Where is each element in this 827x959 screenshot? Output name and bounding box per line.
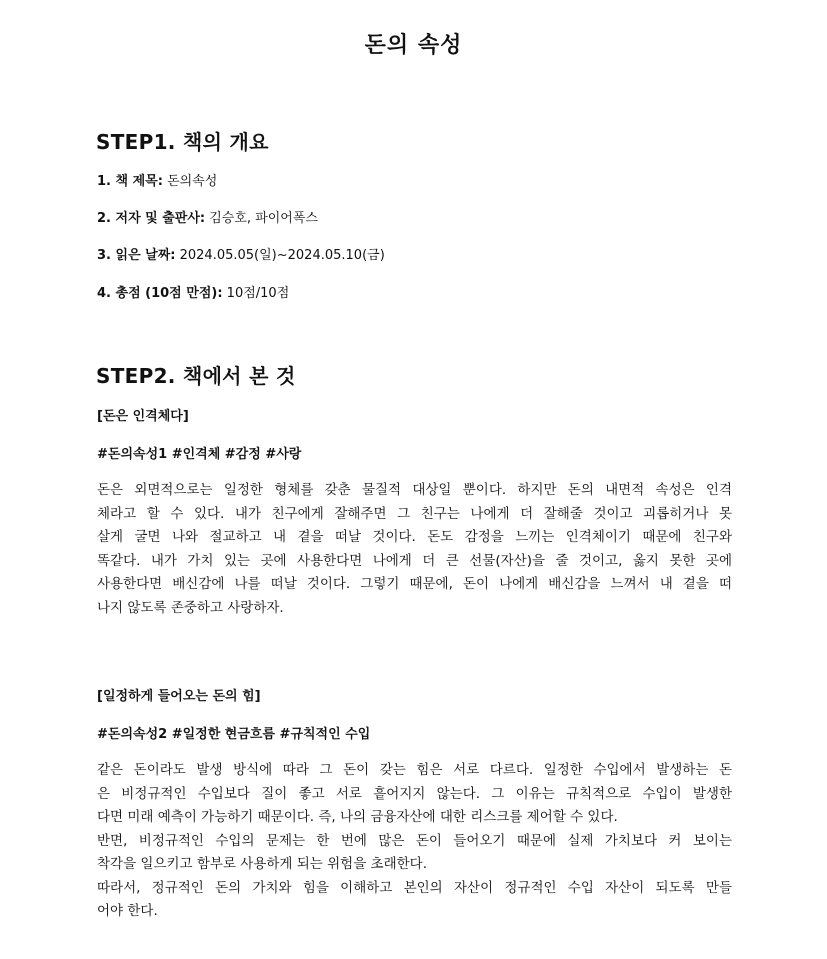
document-title: 돈의 속성 [364, 33, 463, 58]
body-line: 돈은 외면적으로는 일정한 형체를 갖춘 물질적 대상일 뿐이다. 하지만 돈의 내면적 속성은 인격 [97, 482, 732, 498]
section-title: [일정하게 들어오는 돈의 힘] [97, 689, 261, 704]
body-line: 은 비정규적인 수입보다 질이 좋고 서로 흩어지지 않는다. 그 이유는 규칙적으로 수입이 발생한 [97, 785, 732, 802]
section-hashtags: #돈의속성1 #인격체 #감정 #사랑 [97, 447, 302, 462]
info-label: 4. 총점 (10점 만점): [97, 286, 223, 301]
info-label: 1. 책 제목: [97, 174, 163, 189]
body-line: 똑같다. 내가 가치 있는 곳에 사용한다면 나에게 더 큰 선물(자산)을 줄 것이고, 옳지 못한 곳에 [97, 552, 732, 569]
info-value: 2024.05.05(일)~2024.05.10(금) [179, 248, 385, 263]
section-title: [돈은 인격체다] [97, 409, 189, 424]
info-label: 3. 읽은 날짜: [97, 248, 176, 263]
step2-heading: STEP2. 책에서 본 것 [96, 364, 296, 388]
body-line: 살게 굴면 나와 절교하고 내 곁을 떠날 것이다. 돈도 감정을 느끼는 인격체이기 때문에 친구와 [97, 529, 732, 545]
section-body [97, 759, 732, 924]
info-author-publisher [97, 210, 318, 228]
body-line: 착각을 일으키고 함부로 사용하게 되는 위험을 초래한다. [97, 856, 427, 872]
body-line: 나지 않도록 존중하고 사랑하자. [97, 599, 284, 616]
step1-heading: STEP1. 책의 개요 [96, 130, 269, 154]
body-line: 어야 한다. [97, 903, 158, 919]
info-total-score [97, 285, 289, 303]
section-body [97, 479, 732, 620]
body-line: 반면, 비정규적인 수입의 문제는 한 번에 많은 돈이 들어오기 때문에 실제 가치보다 커 보이는 [97, 832, 732, 849]
body-line: 다면 미래 예측이 가능하기 때문이다. 즉, 나의 금융자산에 대한 리스크를 제어할 수 있다. [97, 809, 618, 825]
info-value: 김승호, 파이어폭스 [209, 211, 318, 226]
info-value: 돈의속성 [167, 174, 218, 189]
body-line: 체라고 할 수 있다. 내가 친구에게 잘해주면 그 친구는 나에게 더 잘해줄 것이고 괴롭히거나 못 [97, 505, 732, 522]
info-read-date [97, 247, 385, 265]
body-line: 사용한다면 배신감에 나를 떠날 것이다. 그렇기 때문에, 돈이 나에게 배신감을 느껴서 내 곁을 떠 [97, 576, 732, 592]
info-book-title [97, 173, 217, 191]
info-value: 10점/10점 [226, 286, 290, 301]
section-hashtags: #돈의속성2 #일정한 현금흐름 #규칙적인 수입 [97, 727, 371, 742]
body-line: 따라서, 정규적인 돈의 가치와 힘을 이해하고 본인의 자산이 정규적인 수입 자산이 되도록 만들 [97, 879, 732, 896]
body-line: 같은 돈이라도 발생 방식에 따라 그 돈이 갖는 힘은 서로 다르다. 일정한 수입에서 발생하는 돈 [97, 762, 732, 778]
info-label: 2. 저자 및 출판사: [97, 211, 206, 226]
